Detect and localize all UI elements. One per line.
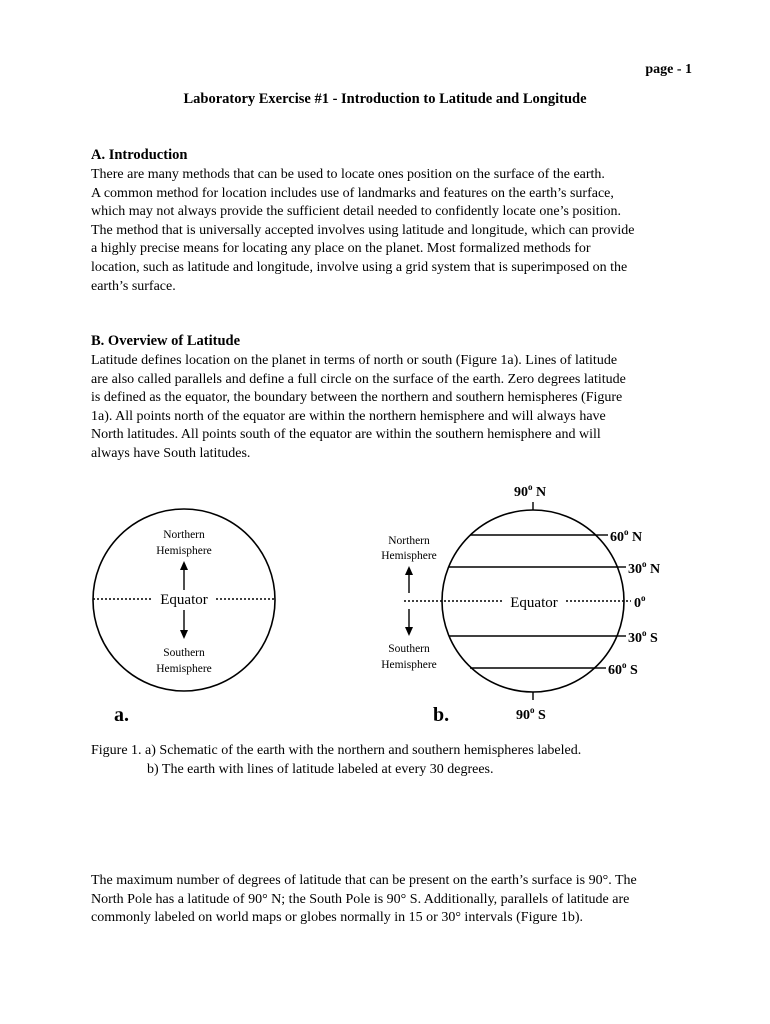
section-b-heading: B. Overview of Latitude xyxy=(91,333,241,349)
equator-label-b: Equator xyxy=(510,595,558,611)
paragraph-line: A common method for location includes use of landmarks and features on the earth’s surface, xyxy=(91,185,614,201)
latitude-label-30s: 30$^o$ S xyxy=(628,628,658,646)
page-number: page - 1 xyxy=(645,62,692,77)
arrow-down-icon xyxy=(405,627,413,636)
paragraph-line: location, such as latitude and longitude, involve using a grid system that is superimposed on the xyxy=(91,259,628,275)
paragraph-line: is defined as the equator, the boundary between the northern and southern hemispheres (Figure xyxy=(91,390,623,406)
figure-caption xyxy=(91,741,581,779)
paragraph-line: commonly labeled on world maps or globes normally in 15 or 30° intervals (Figure 1b). xyxy=(91,910,584,926)
latitude-label-0: 0$^o$ xyxy=(634,593,646,611)
paragraph-line: always have South latitudes. xyxy=(91,445,251,461)
north-label-b-line1: Northern xyxy=(388,535,430,547)
paragraph-line: North Pole has a latitude of 90° N; the South Pole is 90° S. Additionally, parallels of latitude are xyxy=(91,891,630,907)
paragraph-line: The maximum number of degrees of latitude that can be present on the earth’s surface is 90°. The xyxy=(91,873,637,888)
paragraph-line: a highly precise means for locating any place on the planet. Most formalized methods for xyxy=(91,241,591,257)
panel-a xyxy=(93,509,275,726)
paragraph-line: are also called parallels and define a full circle on the surface of the earth. Zero degrees latitude xyxy=(91,371,626,387)
paragraph-line: There are many methods that can be used to locate ones position on the surface of the earth. xyxy=(91,167,605,182)
arrow-up-icon xyxy=(405,566,413,575)
paragraph-line: North latitudes. All points south of the equator are within the southern hemisphere and will xyxy=(91,427,601,443)
arrow-up-icon xyxy=(180,561,188,570)
paragraph-line: The method that is universally accepted involves using latitude and longitude, which can provide xyxy=(91,222,635,238)
section-b-paragraph xyxy=(91,352,691,464)
document-title: Laboratory Exercise #1 - Introduction to Latitude and Longitude xyxy=(183,91,587,107)
south-label-b-line1: Southern xyxy=(388,643,430,655)
paragraph-line: Latitude defines location on the planet in terms of north or south (Figure 1a). Lines of latitude xyxy=(91,353,618,368)
figure-1 xyxy=(0,470,770,730)
latitude-label-90n: 90$^o$ N xyxy=(514,482,547,500)
panel-b-letter: b. xyxy=(433,704,450,726)
paragraph-line: 1a). All points north of the equator are within the northern hemisphere and will always have xyxy=(91,408,606,424)
latitude-label-90s: 90$^o$ S xyxy=(516,705,546,723)
south-label-b-line2: Hemisphere xyxy=(381,659,437,671)
panel-a-letter: a. xyxy=(114,704,129,726)
paragraph-line: which may not always provide the sufficient detail needed to confidently locate one’s position. xyxy=(91,204,622,220)
panel-b xyxy=(381,482,660,726)
caption-line-2: b) The earth with lines of latitude labeled at every 30 degrees. xyxy=(147,762,494,777)
latitude-label-30n: 30$^o$ N xyxy=(628,559,661,577)
figure-1-diagram xyxy=(0,470,770,730)
north-label-a-line1: Northern xyxy=(163,529,205,541)
section-a-heading: A. Introduction xyxy=(91,147,188,163)
arrow-down-icon xyxy=(180,630,188,639)
south-label-a-line2: Hemisphere xyxy=(156,663,212,675)
section-a-paragraph xyxy=(91,166,691,296)
latitude-label-60s: 60$^o$ S xyxy=(608,660,638,678)
north-label-a-line2: Hemisphere xyxy=(156,545,212,557)
latitude-label-60n: 60$^o$ N xyxy=(610,527,643,545)
equator-label-a: Equator xyxy=(160,592,208,608)
south-label-a-line1: Southern xyxy=(163,647,205,659)
paragraph-line: earth’s surface. xyxy=(91,278,176,294)
north-label-b-line2: Hemisphere xyxy=(381,550,437,562)
caption-line-1: Figure 1. a) Schematic of the earth with the northern and southern hemispheres labeled. xyxy=(91,743,582,758)
closing-paragraph xyxy=(91,872,691,928)
